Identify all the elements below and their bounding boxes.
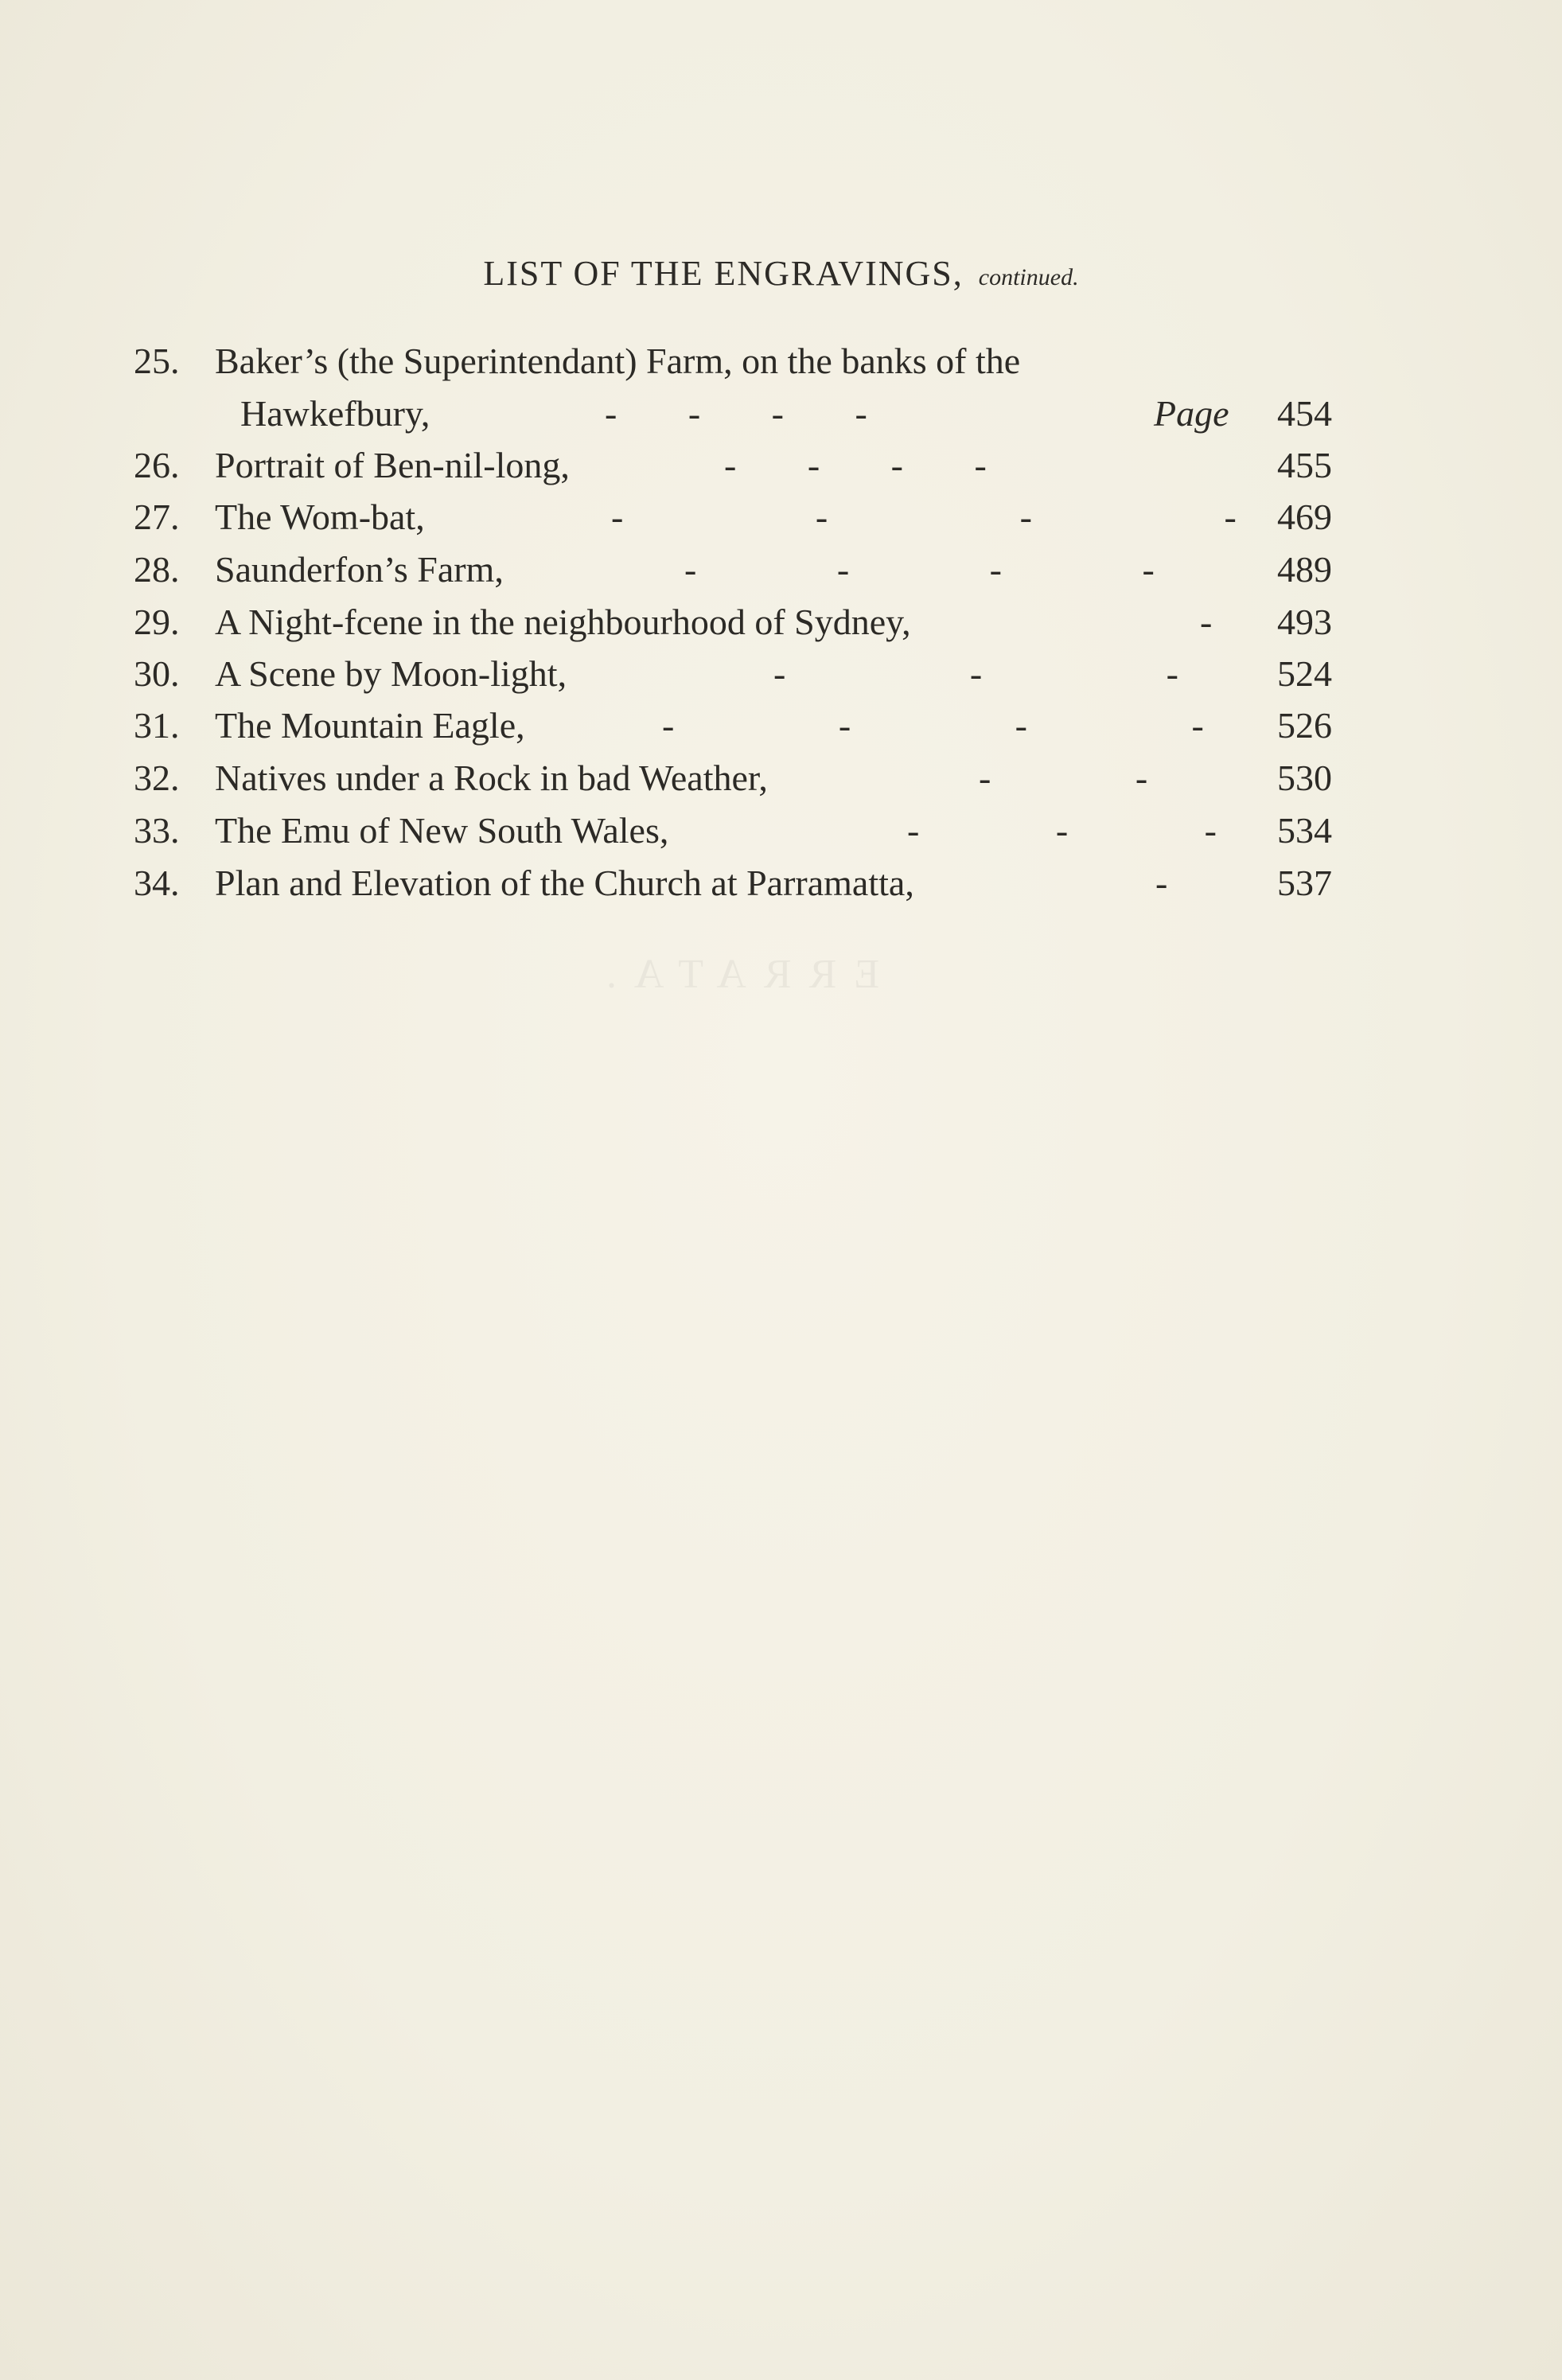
list-item bbox=[0, 702, 1562, 750]
entry-title: Baker’s (the Superintendant) Farm, on the banks of the bbox=[215, 341, 1021, 381]
list-item bbox=[0, 493, 1562, 541]
entry-number: 28. bbox=[134, 549, 180, 590]
entry-number: 27. bbox=[134, 497, 180, 537]
list-item bbox=[0, 442, 1562, 489]
entry-title: Natives under a Rock in bad Weather, bbox=[215, 758, 768, 798]
entry-title: Portrait of Ben-nil-long, bbox=[215, 445, 570, 485]
entry-title: A Night-fcene in the neighbourhood of Sydney, bbox=[215, 602, 911, 642]
leader-dashes: - - bbox=[979, 758, 1148, 798]
list-item bbox=[0, 807, 1562, 855]
heading-title: LIST OF THE ENGRAVINGS, bbox=[483, 254, 964, 293]
entry-number: 26. bbox=[134, 445, 180, 485]
page-number: 455 bbox=[1277, 445, 1332, 485]
leader-dashes: - - - - bbox=[662, 705, 1204, 746]
bleed-through-text: ERRATA. bbox=[589, 952, 880, 997]
entry-title: Plan and Elevation of the Church at Parramatta, bbox=[215, 863, 914, 903]
heading-continued: continued. bbox=[978, 264, 1079, 290]
list-item bbox=[0, 546, 1562, 594]
leader-dashes: - - - - bbox=[684, 549, 1155, 590]
entry-number: 29. bbox=[134, 602, 180, 642]
entry-number: 34. bbox=[134, 863, 180, 903]
entry-title: Hawkefbury, bbox=[240, 393, 430, 434]
page-heading bbox=[0, 253, 1562, 294]
entry-title: A Scene by Moon-light, bbox=[215, 653, 567, 694]
entry-title: The Emu of New South Wales, bbox=[215, 810, 669, 851]
page-number: 530 bbox=[1277, 758, 1332, 798]
page-number: 526 bbox=[1277, 705, 1332, 746]
page-number: 537 bbox=[1277, 863, 1332, 903]
list-item bbox=[0, 650, 1562, 698]
page-number: 454 bbox=[1277, 393, 1332, 434]
leader-dashes: - - - - bbox=[611, 497, 1237, 537]
list-item bbox=[0, 390, 1562, 438]
page-number: 493 bbox=[1277, 602, 1332, 642]
page-number: 534 bbox=[1277, 810, 1332, 851]
entry-number: 32. bbox=[134, 758, 180, 798]
page-number: 489 bbox=[1277, 549, 1332, 590]
entry-number: 25. bbox=[134, 341, 180, 381]
leader-dashes: - - - - bbox=[605, 393, 867, 434]
list-item bbox=[0, 337, 1562, 385]
page-label: Page bbox=[1154, 393, 1229, 434]
entry-title: The Wom-bat, bbox=[215, 497, 425, 537]
page-number: 469 bbox=[1277, 497, 1332, 537]
leader-dashes: - - - - bbox=[724, 445, 987, 485]
entry-number: 30. bbox=[134, 653, 180, 694]
entry-number: 31. bbox=[134, 705, 180, 746]
leader-dashes: - - - bbox=[907, 810, 1217, 851]
list-item bbox=[0, 859, 1562, 907]
leader-dashes: - - - bbox=[773, 653, 1178, 694]
page-number: 524 bbox=[1277, 653, 1332, 694]
leader-dashes: - bbox=[1200, 602, 1213, 642]
entry-title: Saunderfon’s Farm, bbox=[215, 549, 504, 590]
entry-title: The Mountain Eagle, bbox=[215, 705, 525, 746]
leader-dashes: - bbox=[1155, 863, 1168, 903]
entry-number: 33. bbox=[134, 810, 180, 851]
list-item bbox=[0, 598, 1562, 646]
list-item bbox=[0, 754, 1562, 802]
